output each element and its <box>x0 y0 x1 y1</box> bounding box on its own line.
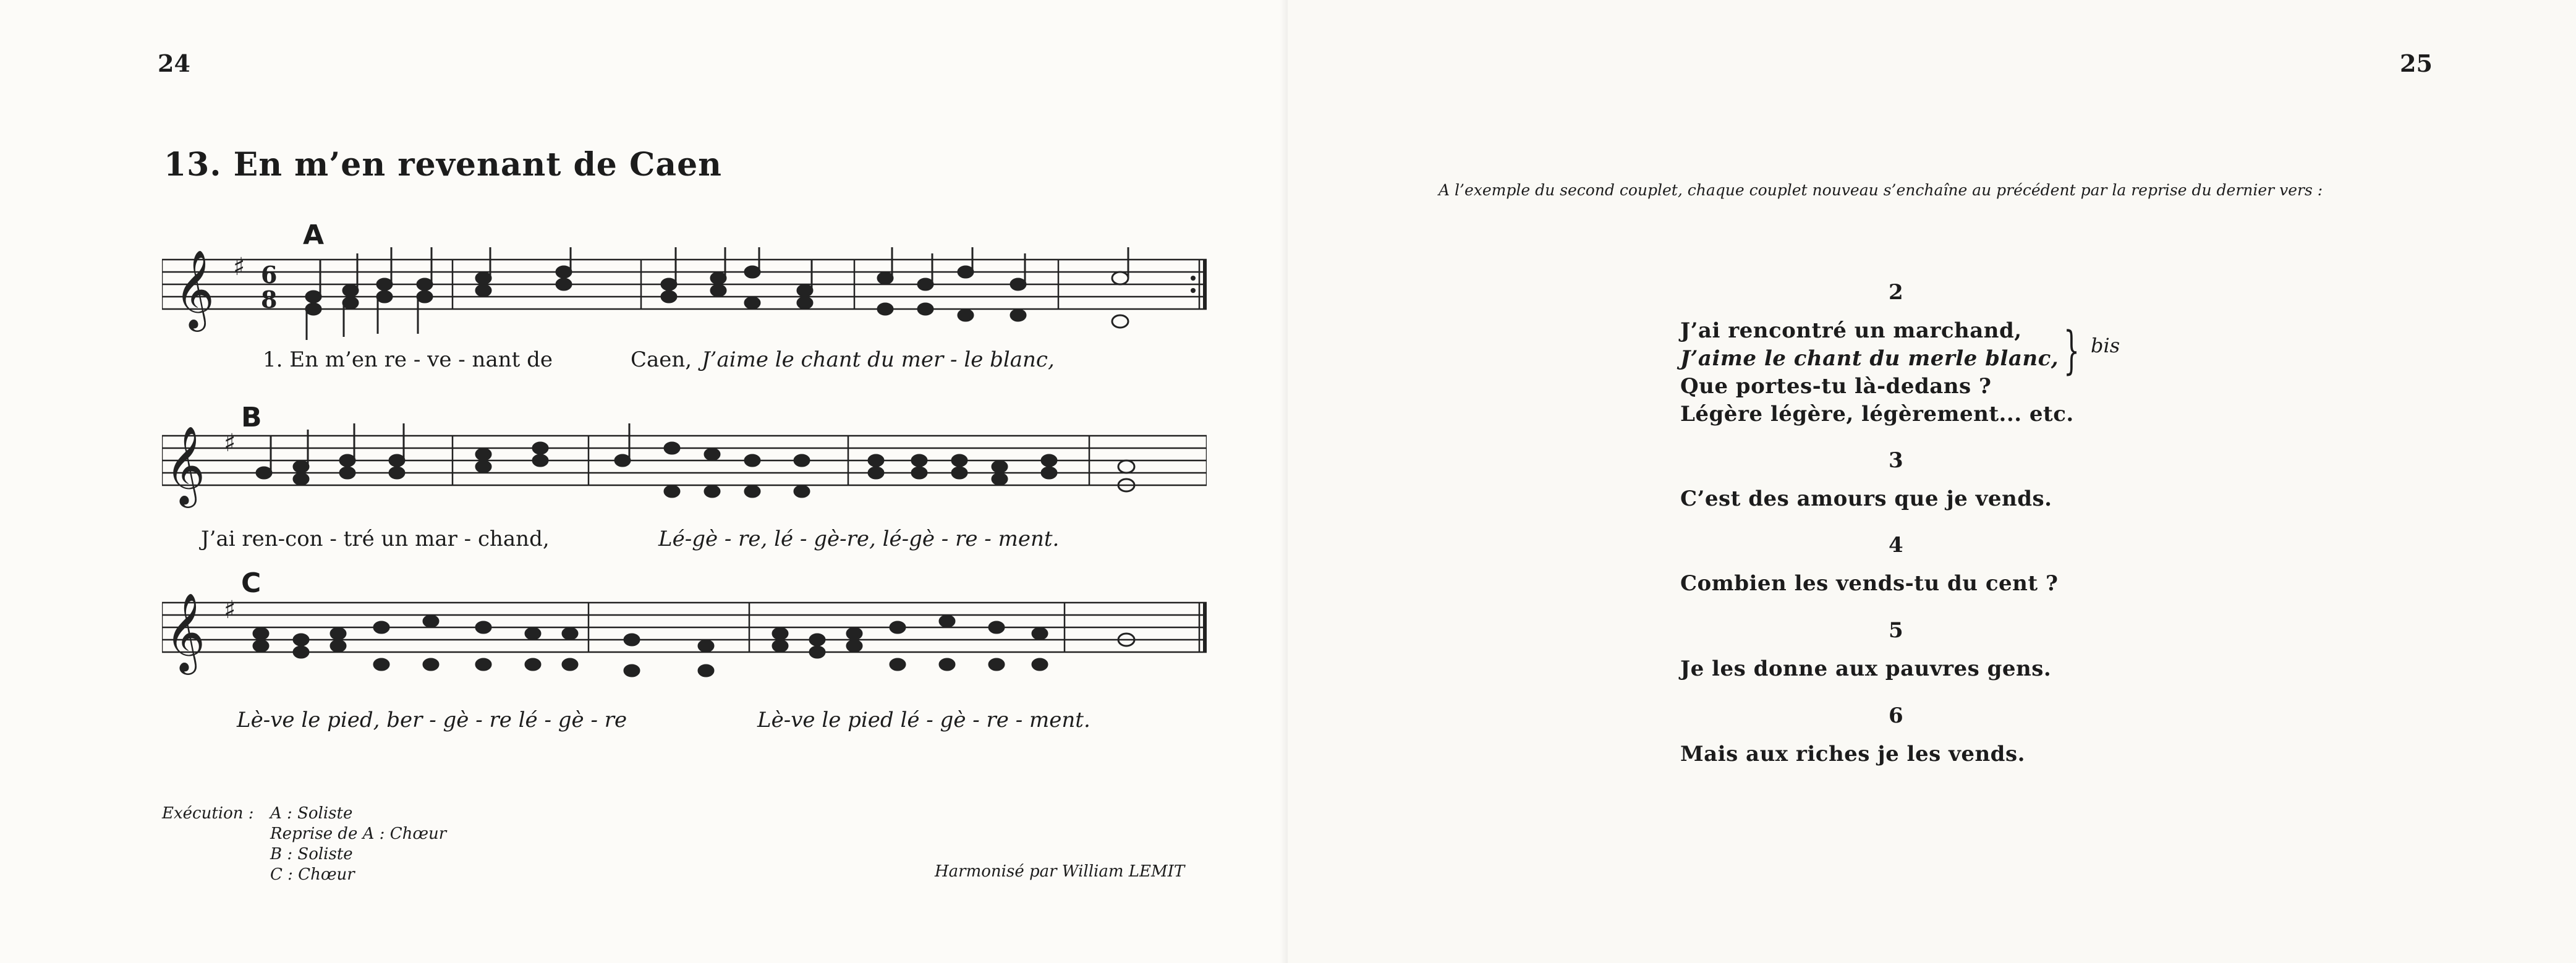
intro-note: A l’exemple du second couplet, chaque couplet nouveau s’enchaîne au précédent par la reprise du dernier vers : <box>1439 181 2323 199</box>
verse-line: J’aime le chant du merle blanc, <box>1680 346 2059 371</box>
execution-label: Exécution : <box>162 804 254 823</box>
verse-line: Mais aux riches je les vends. <box>1680 742 2025 766</box>
svg-text:♯: ♯ <box>224 429 236 457</box>
lyric-line-b-1: J’ai ren-con - tré un mar - chand, <box>201 527 550 551</box>
page-number-left: 24 <box>158 49 190 77</box>
verse-line: J’ai rencontré un marchand, <box>1680 318 2022 343</box>
harmonized-credit: Harmonisé par William LEMIT <box>935 862 1185 881</box>
bis-label: bis <box>2091 334 2120 357</box>
execution-line: Reprise de A : Chœur <box>270 825 447 843</box>
section-letter-a: A <box>303 219 325 251</box>
verse-number: 4 <box>1889 533 1903 558</box>
verse-number: 3 <box>1889 448 1903 473</box>
svg-text:𝄞: 𝄞 <box>165 592 206 671</box>
svg-text:𝄞: 𝄞 <box>165 425 206 504</box>
right-page <box>1288 0 2576 963</box>
section-letter-b: B <box>241 402 262 433</box>
verse-line: C’est des amours que je vends. <box>1680 486 2052 511</box>
verse-line: Que portes-tu là-dedans ? <box>1680 374 1992 399</box>
music-staff-a <box>162 247 1207 346</box>
music-staff-b <box>162 423 1207 522</box>
svg-text:8: 8 <box>261 286 278 313</box>
verse-number: 5 <box>1889 618 1903 643</box>
lyric-line-a-1: 1. En m’en re - ve - nant de <box>263 347 553 372</box>
brace-glyph: } <box>2064 321 2080 380</box>
execution-line: A : Soliste <box>270 804 353 823</box>
lyric-line-c-2: Lè-ve le pied lé - gè - re - ment. <box>757 708 1090 732</box>
section-letter-c: C <box>241 567 261 599</box>
svg-text:♯: ♯ <box>224 596 236 624</box>
lyric-line-c-1: Lè-ve le pied, ber - gè - re lé - gè - re <box>237 708 627 732</box>
verse-line: Légère légère, légèrement... etc. <box>1680 402 2074 426</box>
verse-number: 6 <box>1889 703 1903 728</box>
execution-line: C : Chœur <box>270 865 355 884</box>
svg-text:6: 6 <box>261 261 278 289</box>
verse-line: Combien les vends-tu du cent ? <box>1680 571 2059 596</box>
music-staff-c <box>162 590 1207 702</box>
svg-text:♯: ♯ <box>233 253 245 281</box>
svg-text:𝄞: 𝄞 <box>174 249 215 328</box>
song-title: 13. En m’en revenant de Caen <box>164 146 722 184</box>
verse-number: 2 <box>1889 280 1903 305</box>
lyric-line-a-3: J’aime le chant du mer - le blanc, <box>702 347 1055 372</box>
verse-line: Je les donne aux pauvres gens. <box>1680 656 2052 681</box>
execution-line: B : Soliste <box>270 845 353 863</box>
page-number-right: 25 <box>2400 49 2433 77</box>
lyric-line-a-2: Caen, <box>631 347 692 372</box>
lyric-line-b-2: Lé-gè - re, lé - gè-re, lé-gè - re - ment. <box>658 527 1060 551</box>
execution-list <box>270 804 446 885</box>
